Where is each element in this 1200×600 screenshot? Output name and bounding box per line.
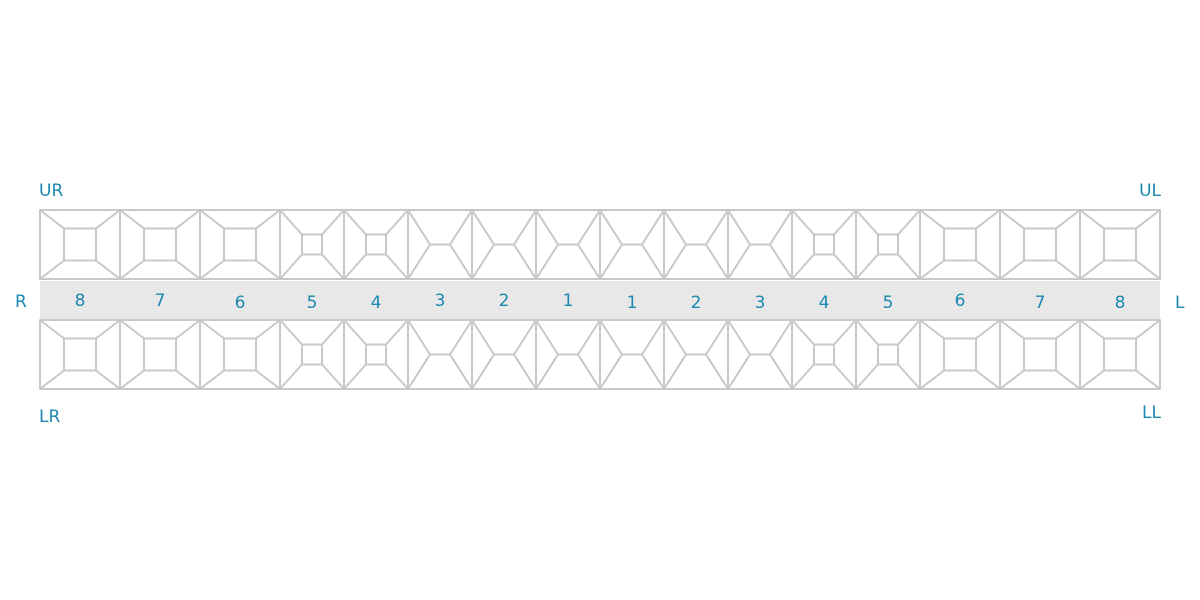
surface-divider <box>706 210 728 245</box>
lower-tooth-16[interactable] <box>1080 320 1160 389</box>
lower-tooth-1[interactable] <box>40 320 120 389</box>
occlusal-surface <box>944 339 976 371</box>
surface-divider <box>600 245 622 280</box>
surface-divider <box>120 261 144 280</box>
surface-divider <box>706 245 728 280</box>
surface-divider <box>728 355 750 390</box>
surface-divider <box>728 210 750 245</box>
surface-divider <box>322 365 344 390</box>
surface-divider <box>408 355 430 390</box>
surface-divider <box>1000 261 1024 280</box>
surface-divider <box>664 210 686 245</box>
tooth-number: 2 <box>498 291 510 311</box>
lower-tooth-15[interactable] <box>1000 320 1080 389</box>
surface-divider <box>176 210 200 229</box>
surface-divider <box>898 255 920 280</box>
surface-divider <box>472 210 494 245</box>
surface-divider <box>176 261 200 280</box>
surface-divider <box>1000 320 1024 339</box>
surface-divider <box>256 261 280 280</box>
surface-divider <box>514 210 536 245</box>
side-label-left: L <box>1175 293 1185 313</box>
surface-divider <box>280 365 302 390</box>
occlusal-surface <box>144 339 176 371</box>
surface-divider <box>578 210 600 245</box>
surface-divider <box>976 210 1000 229</box>
tooth-number: 3 <box>434 291 446 311</box>
upper-tooth-10[interactable] <box>664 210 728 279</box>
surface-divider <box>40 210 64 229</box>
surface-divider <box>664 320 686 355</box>
occlusal-surface <box>814 235 834 255</box>
surface-divider <box>770 320 792 355</box>
tooth-number: 5 <box>306 293 318 313</box>
corner-label-upper-right: UR <box>39 181 64 201</box>
lower-tooth-13[interactable] <box>856 320 920 389</box>
surface-divider <box>578 245 600 280</box>
occlusal-surface <box>1104 339 1136 371</box>
surface-divider <box>408 210 430 245</box>
upper-tooth-4[interactable] <box>280 210 344 279</box>
occlusal-surface <box>814 345 834 365</box>
lower-tooth-6[interactable] <box>408 320 472 389</box>
lower-tooth-12[interactable] <box>792 320 856 389</box>
lower-tooth-2[interactable] <box>120 320 200 389</box>
surface-divider <box>120 371 144 390</box>
occlusal-surface <box>64 229 96 261</box>
surface-divider <box>120 320 144 339</box>
lower-tooth-4[interactable] <box>280 320 344 389</box>
surface-divider <box>200 210 224 229</box>
surface-divider <box>450 320 472 355</box>
surface-divider <box>664 245 686 280</box>
occlusal-surface <box>366 345 386 365</box>
tooth-number: 7 <box>1034 293 1046 313</box>
surface-divider <box>642 245 664 280</box>
lower-tooth-9[interactable] <box>600 320 664 389</box>
surface-divider <box>856 320 878 345</box>
surface-divider <box>920 320 944 339</box>
tooth-number: 8 <box>74 291 86 311</box>
surface-divider <box>920 261 944 280</box>
lower-tooth-10[interactable] <box>664 320 728 389</box>
surface-divider <box>1056 210 1080 229</box>
surface-divider <box>976 371 1000 390</box>
surface-divider <box>514 245 536 280</box>
surface-divider <box>976 261 1000 280</box>
surface-divider <box>40 320 64 339</box>
surface-divider <box>1056 320 1080 339</box>
surface-divider <box>280 320 302 345</box>
tooth-number: 8 <box>1114 293 1126 313</box>
tooth-number: 1 <box>626 293 638 313</box>
surface-divider <box>1080 261 1104 280</box>
surface-divider <box>536 355 558 390</box>
surface-divider <box>792 210 814 235</box>
surface-divider <box>1136 320 1160 339</box>
surface-divider <box>200 320 224 339</box>
surface-divider <box>920 210 944 229</box>
upper-tooth-8[interactable] <box>536 210 600 279</box>
upper-tooth-1[interactable] <box>40 210 120 279</box>
surface-divider <box>976 320 1000 339</box>
surface-divider <box>898 365 920 390</box>
surface-divider <box>40 371 64 390</box>
surface-divider <box>450 210 472 245</box>
surface-divider <box>322 210 344 235</box>
upper-tooth-16[interactable] <box>1080 210 1160 279</box>
surface-divider <box>792 255 814 280</box>
surface-divider <box>256 320 280 339</box>
surface-divider <box>898 320 920 345</box>
upper-tooth-13[interactable] <box>856 210 920 279</box>
surface-divider <box>514 355 536 390</box>
surface-divider <box>386 210 408 235</box>
surface-divider <box>96 371 120 390</box>
surface-divider <box>1136 261 1160 280</box>
surface-divider <box>256 210 280 229</box>
upper-tooth-7[interactable] <box>472 210 536 279</box>
lower-teeth-row <box>40 320 1160 389</box>
occlusal-surface <box>224 339 256 371</box>
surface-divider <box>344 320 366 345</box>
surface-divider <box>856 365 878 390</box>
surface-divider <box>834 320 856 345</box>
surface-divider <box>770 355 792 390</box>
upper-tooth-5[interactable] <box>344 210 408 279</box>
occlusal-surface <box>944 229 976 261</box>
surface-divider <box>1080 210 1104 229</box>
surface-divider <box>344 365 366 390</box>
tooth-number: 5 <box>882 293 894 313</box>
occlusal-surface <box>224 229 256 261</box>
surface-divider <box>96 320 120 339</box>
upper-tooth-2[interactable] <box>120 210 200 279</box>
surface-divider <box>728 245 750 280</box>
surface-divider <box>280 255 302 280</box>
surface-divider <box>1056 371 1080 390</box>
surface-divider <box>834 255 856 280</box>
surface-divider <box>856 210 878 235</box>
surface-divider <box>578 320 600 355</box>
surface-divider <box>322 320 344 345</box>
surface-divider <box>1136 210 1160 229</box>
surface-divider <box>386 255 408 280</box>
surface-divider <box>472 355 494 390</box>
surface-divider <box>176 320 200 339</box>
side-label-right: R <box>15 292 27 312</box>
lower-tooth-3[interactable] <box>200 320 280 389</box>
surface-divider <box>1080 371 1104 390</box>
occlusal-surface <box>366 235 386 255</box>
lower-tooth-11[interactable] <box>728 320 792 389</box>
occlusal-surface <box>302 345 322 365</box>
surface-divider <box>642 355 664 390</box>
surface-divider <box>642 320 664 355</box>
corner-label-lower-right: LR <box>39 407 61 427</box>
surface-divider <box>1000 371 1024 390</box>
surface-divider <box>200 261 224 280</box>
lower-tooth-8[interactable] <box>536 320 600 389</box>
surface-divider <box>200 371 224 390</box>
surface-divider <box>536 245 558 280</box>
surface-divider <box>536 320 558 355</box>
upper-teeth-row <box>40 210 1160 279</box>
upper-tooth-3[interactable] <box>200 210 280 279</box>
surface-divider <box>728 320 750 355</box>
corner-label-upper-left: UL <box>1139 181 1161 201</box>
surface-divider <box>96 261 120 280</box>
upper-tooth-14[interactable] <box>920 210 1000 279</box>
occlusal-surface <box>878 345 898 365</box>
surface-divider <box>514 320 536 355</box>
surface-divider <box>344 255 366 280</box>
lower-tooth-7[interactable] <box>472 320 536 389</box>
occlusal-surface <box>1024 229 1056 261</box>
surface-divider <box>280 210 302 235</box>
surface-divider <box>770 210 792 245</box>
surface-divider <box>792 320 814 345</box>
upper-tooth-9[interactable] <box>600 210 664 279</box>
tooth-number: 4 <box>370 293 382 313</box>
tooth-number: 3 <box>754 293 766 313</box>
surface-divider <box>386 365 408 390</box>
lower-tooth-14[interactable] <box>920 320 1000 389</box>
occlusal-surface <box>1104 229 1136 261</box>
surface-divider <box>792 365 814 390</box>
surface-divider <box>856 255 878 280</box>
surface-divider <box>40 261 64 280</box>
surface-divider <box>120 210 144 229</box>
occlusal-surface <box>878 235 898 255</box>
corner-label-lower-left: LL <box>1142 403 1161 423</box>
surface-divider <box>536 210 558 245</box>
surface-divider <box>176 371 200 390</box>
occlusal-surface <box>1024 339 1056 371</box>
occlusal-surface <box>302 235 322 255</box>
surface-divider <box>1000 210 1024 229</box>
occlusal-surface <box>64 339 96 371</box>
tooth-number-band <box>40 281 1160 319</box>
surface-divider <box>408 245 430 280</box>
surface-divider <box>664 355 686 390</box>
tooth-number: 2 <box>690 293 702 313</box>
surface-divider <box>96 210 120 229</box>
surface-divider <box>578 355 600 390</box>
surface-divider <box>1080 320 1104 339</box>
surface-divider <box>600 210 622 245</box>
surface-divider <box>834 365 856 390</box>
surface-divider <box>386 320 408 345</box>
surface-divider <box>450 355 472 390</box>
surface-divider <box>770 245 792 280</box>
surface-divider <box>256 371 280 390</box>
surface-divider <box>472 245 494 280</box>
surface-divider <box>472 320 494 355</box>
upper-tooth-12[interactable] <box>792 210 856 279</box>
lower-tooth-5[interactable] <box>344 320 408 389</box>
tooth-number: 4 <box>818 293 830 313</box>
surface-divider <box>920 371 944 390</box>
surface-divider <box>322 255 344 280</box>
upper-tooth-6[interactable] <box>408 210 472 279</box>
surface-divider <box>450 245 472 280</box>
surface-divider <box>898 210 920 235</box>
upper-tooth-15[interactable] <box>1000 210 1080 279</box>
tooth-number: 7 <box>154 291 166 311</box>
surface-divider <box>642 210 664 245</box>
tooth-number: 6 <box>234 293 246 313</box>
occlusal-surface <box>144 229 176 261</box>
surface-divider <box>600 355 622 390</box>
upper-tooth-11[interactable] <box>728 210 792 279</box>
tooth-number: 1 <box>562 291 574 311</box>
surface-divider <box>706 355 728 390</box>
surface-divider <box>408 320 430 355</box>
surface-divider <box>706 320 728 355</box>
tooth-number: 6 <box>954 291 966 311</box>
surface-divider <box>600 320 622 355</box>
surface-divider <box>834 210 856 235</box>
surface-divider <box>344 210 366 235</box>
surface-divider <box>1136 371 1160 390</box>
surface-divider <box>1056 261 1080 280</box>
